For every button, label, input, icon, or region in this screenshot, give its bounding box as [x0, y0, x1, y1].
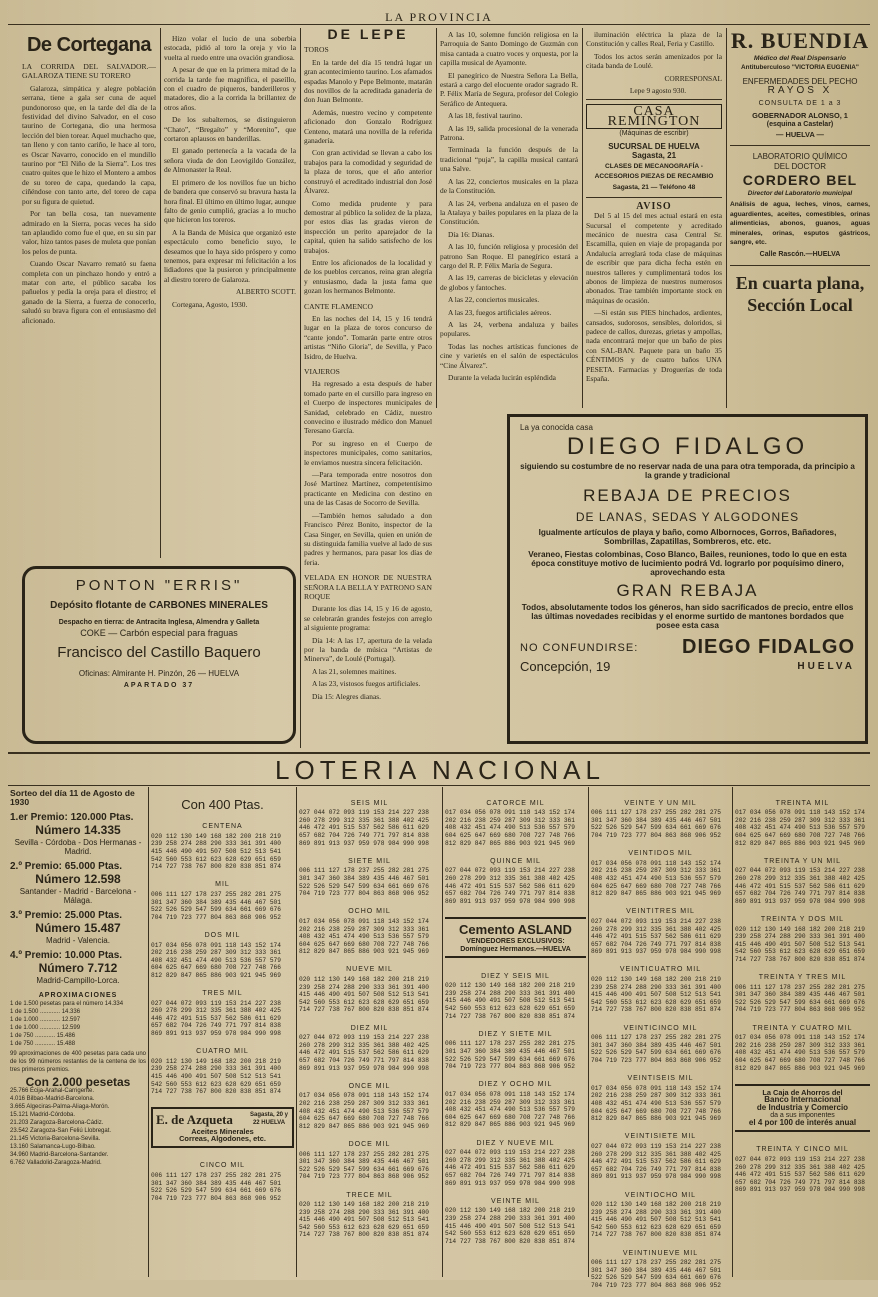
lepe-subhead-toros: TOROS: [304, 45, 329, 55]
lot-section-heading: VEINTE MIL: [491, 1197, 540, 1205]
buendia-line7: (esquina a Castelar): [766, 121, 834, 129]
lot-section-heading: TREINTA MIL: [775, 799, 830, 807]
buendia-line3: ENFERMEDADES DEL PECHO: [742, 76, 858, 86]
lepe-paragraph: A las 21, solemnes maitines.: [312, 666, 397, 676]
cuarta-plana-line2: Sección Local: [747, 294, 853, 315]
remington-classes: CLASES DE MECANOGRAFÍA - ACCESORIOS PIEZAS DE RECAMBIO: [594, 163, 714, 180]
caja-line4: da a sus imponentes: [770, 1111, 835, 1119]
erris-line3: COKE — Carbón especial para fraguas: [80, 628, 238, 638]
cortegana-paragraph: De los subalternos, se distinguieron “Chato”, “Bregaíto” y “Morenito”, que cortaron aplausos en banderillas.: [164, 115, 296, 144]
remington-branch: SUCURSAL DE HUELVA: [608, 141, 700, 151]
lottery-sorteo: Sorteo del día 11 de Agosto de 1930: [10, 788, 135, 807]
lottery-col-6: [735, 789, 870, 1277]
fidalgo-name-bottom: DIEGO FIDALGO: [682, 636, 855, 658]
azqueta-address: Sagasta, 20 y 22 HUELVA: [249, 1112, 289, 1126]
column-rule: [726, 28, 727, 408]
erris-apartado: APARTADO 37: [123, 682, 195, 689]
aprox-list: [10, 1000, 146, 1048]
lot-section-heading: DIEZ Y SEIS MIL: [481, 972, 550, 980]
lot-numbers: 020 112 130 149 168 182 200 218 219 239 258 274 288 290 333 361 391 400 415 446 490 491 507 508 512 513 541 542 560 553 612 623 628 629 651 659 714 727 738 767 800 820 838 851 874: [735, 925, 865, 963]
lot-numbers: 006 111 127 178 237 255 282 281 275 301 347 360 384 389 435 446 467 501 522 526 529 547 599 634 661 669 676 704 719 723 777 804 863 868 906 952: [151, 890, 281, 921]
lepe-program-item: Terminada la función después de la tradicional “puja”, la capilla musical cantará una Salve.: [440, 145, 578, 174]
erris-title: PONTON "ERRIS": [75, 577, 243, 594]
erris-name: Francisco del Castillo Baquero: [57, 644, 261, 661]
caja-line2: Banco Internacional: [764, 1095, 841, 1105]
lepe-program-item: El panegírico de Nuestra Señora La Bella, estará a cargo del elocuente orador sagrado R. P. Félix María de Segura, profesor del Colegio Seráfico de Antequera.: [440, 70, 578, 108]
loteria-title: LOTERIA NACIONAL: [275, 755, 605, 785]
asland-line2: Domínguez Hermanos.—HUELVA: [460, 945, 571, 953]
list-2000-item: 23.542 Zaragoza-San Feliú Llobregat.: [10, 1128, 112, 1134]
lepe-closing-paragraph: iluminación eléctrica la plaza de la Constitución y calles Real, Feria y Castillo.: [586, 30, 722, 49]
fidalgo-signature-row: [520, 636, 855, 659]
aprox-item: 1 de 1.500 pesetas para el número 14.334: [10, 1001, 124, 1007]
lepe-paragraph: Como medida prudente y para demostrar al público la solidez de la plaza, por estos días las gradas vieron de inspección un perito aparejador de la capital, quien ha salido satisfecho de los trabajos.: [304, 198, 432, 255]
column-rule: [296, 787, 297, 1277]
remington-address: Sagasta, 21: [631, 151, 677, 161]
lot-section-heading: TREINTA Y TRES MIL: [758, 974, 847, 982]
lepe-dateline: Lepe 9 agosto 930.: [629, 86, 687, 96]
prize-label: 4.º Premio: 10.000 Ptas.: [10, 950, 123, 961]
lot-numbers: 020 112 130 149 168 182 200 218 219 239 258 274 288 290 333 361 391 400 415 446 490 491 507 508 512 513 541 542 560 553 612 623 628 629 651 659 714 727 738 767 800 820 838 851 874: [151, 832, 281, 871]
list-2000: [10, 1087, 146, 1167]
fidalgo-no-confundirse: NO CONFUNDIRSE:: [520, 641, 639, 654]
caja-line3: de Industria y Comercio: [756, 1102, 849, 1112]
lot-numbers: 027 044 072 093 119 153 214 227 238 260 278 299 312 335 361 388 402 425 446 472 491 515 537 562 586 611 629 657 682 704 726 749 771 797 814 838 869 891 913 937 959 978 984 990 998: [591, 917, 721, 956]
lot-section-heading: VEINTIOCHO MIL: [624, 1191, 697, 1199]
lot-section-heading: DIEZ MIL: [350, 1024, 389, 1032]
lepe-program-item: A las 19, salida procesional de la venerada Patrona.: [440, 123, 578, 143]
cortegana-dateline: Cortegana, Agosto, 1930.: [172, 299, 248, 309]
lot-numbers: 027 044 072 093 119 153 214 227 238 260 278 299 312 335 361 388 402 425 446 472 491 515 537 562 586 611 629 657 682 704 726 749 771 797 814 838 869 891 913 937 959 978 984 990 998: [299, 1034, 429, 1072]
lot-section-heading: DIEZ Y NUEVE MIL: [476, 1139, 555, 1147]
prize-places: Madrid - Valencia.: [46, 936, 110, 945]
divider: [586, 197, 722, 198]
lottery-prizes: [10, 789, 146, 1277]
lepe-program-item: A las 23, fuegos artificiales aéreos.: [448, 307, 552, 317]
lot-numbers: 020 112 130 149 168 182 200 218 219 239 258 274 288 290 333 361 391 400 415 446 490 491 507 508 512 513 541 542 560 553 612 623 628 629 651 659 714 727 738 767 800 820 838 851 874: [445, 982, 575, 1020]
prize-number: Número 7.712: [38, 961, 118, 975]
prize-3: [10, 911, 146, 945]
fidalgo-lanas: DE LANAS, SEDAS Y ALGODONES: [575, 510, 800, 524]
lepe-paragraph: En la tarde del día 15 tendrá lugar un gran acontecimiento taurino. Los afamados espadas Manolo y Pepe Belmonte, matarán dos novillos de la acreditada ganadería de don Juan Belmonte.: [304, 57, 432, 105]
lepe-program-continued: [440, 30, 578, 406]
fidalgo-line3: Veraneo, Fiestas colombinas, Coso Blanco, Bailes, reuniones, todo lo que en esta época constituye motivo de lucimiento podrá Vd. lograrlo por poquísimo dinero, aprovechando esta: [528, 550, 847, 577]
lot-numbers: 017 034 056 078 091 118 143 152 174 202 216 238 259 287 309 312 333 361 408 432 451 474 490 513 536 557 579 604 625 647 669 680 708 727 748 766 812 829 847 865 886 903 921 945 969: [299, 1092, 429, 1130]
lot-numbers: 006 111 127 178 237 255 282 281 275 301 347 360 384 389 435 446 467 501 522 526 529 547 599 634 661 669 676 704 719 723 777 804 863 868 906 952: [591, 809, 721, 839]
lepe-paragraph: Por su ingreso en el Cuerpo de inspectores municipales, como sanitarios, le enviamos nuestra sincera felicitación.: [304, 438, 432, 467]
lepe-program-item: Todas las noches artísticas funciones de cine y varietés en el salón de espectáculos “Cine Álvarez”.: [440, 341, 578, 370]
aprox-item: 1 de 1.000 ............ 12.599: [10, 1025, 81, 1031]
lepe-subhead-viajeros: VIAJEROS: [304, 367, 340, 376]
prize-places: Madrid-Campillo-Lorca.: [36, 976, 120, 985]
lepe-corresponsal: CORRESPONSAL: [664, 73, 722, 83]
erris-line1: Depósito flotante de CARBONES MINERALES: [50, 600, 268, 611]
list-2000-item: 15.121 Madrid-Córdoba.: [10, 1112, 76, 1118]
list-2000-item: 13.160 Salamanca-Lugo-Bilbao.: [10, 1144, 96, 1150]
cortegana-article: [22, 34, 156, 554]
lot-numbers: 020 112 130 149 168 182 200 218 219 239 258 274 288 290 333 361 391 400 415 446 490 491 507 508 512 513 541 542 560 553 612 623 628 629 651 659 714 727 738 767 800 820 838 851 874: [299, 976, 429, 1014]
lot-numbers: 020 112 130 149 168 182 200 218 219 239 258 274 288 290 333 361 391 400 415 446 490 491 507 508 512 513 541 542 560 553 612 623 628 629 651 659 714 727 738 767 800 820 838 851 874: [299, 1201, 429, 1239]
list-2000-item: 3.665 Algeciras-Palma-Aliaga-Morón.: [10, 1104, 110, 1110]
lepe-paragraph: —Para temporada entre nosotros don José Martínez Martínez, competentísimo practicante en Medicina con destino en una de las Casas de Socorro de Sevilla.: [304, 470, 432, 508]
lepe-program-item: A las 10, solemne función religiosa en la Parroquia de Santo Domingo de Guzmán con misa cantada a cuatro voces y orquesta, por la capilla musical de Ayamonte.: [440, 30, 578, 68]
newspaper-header: LA PROVINCIA: [385, 10, 493, 24]
lot-section-heading: VEINTICINCO MIL: [623, 1024, 698, 1032]
azqueta-header: [156, 1112, 289, 1127]
buendia-line5: CONSULTA DE 1 a 3: [758, 99, 842, 107]
con-2000-heading: Con 2.000 pesetas: [25, 1075, 131, 1089]
aprox-item: 1 de 1.500 ............ 14.336: [10, 1009, 81, 1015]
lab-name: CORDERO BEL: [742, 172, 858, 189]
lottery-col-5: [591, 789, 730, 1290]
buendia-line6: GOBERNADOR ALONSO, 1: [752, 111, 848, 121]
buendia-line4: RAYOS X: [767, 85, 833, 97]
lepe-program-item: A las 18, festival taurino.: [448, 111, 523, 121]
aprox-note: 99 aproximaciones de 400 pesetas para cada uno de los 99 números restantes de la centena de los tres primeros premios.: [10, 1051, 146, 1073]
lab-address: Calle Rascón.—HUELVA: [759, 250, 841, 258]
lot-numbers: 017 034 056 078 091 118 143 152 174 202 216 238 259 287 309 312 333 361 408 432 451 474 490 513 536 557 579 604 625 647 669 680 708 727 748 766 812 829 847 865 886 903 921 945 969: [591, 1084, 721, 1123]
lepe-paragraph: Día 14: A las 17, apertura de la velada por la banda de música “Artistas de Minerva”, de Loulé (Portugal).: [304, 635, 432, 664]
lepe-program-item: Día 16: Dianas.: [448, 229, 495, 239]
azqueta-ad: [151, 1107, 294, 1147]
aviso-title: AVISO: [636, 200, 672, 212]
lot-numbers: 017 034 056 078 091 118 143 152 174 202 216 238 259 287 309 312 333 361 408 432 451 474 490 513 536 557 579 604 625 647 669 680 708 727 748 766 812 829 847 865 886 903 921 945 969: [591, 859, 721, 898]
cortegana-paragraph: Hizo volar el lucio de una soberbia estocada, pidió al toro la oreja y vio la vuelta al ruedo entre una ovación grandiosa.: [164, 34, 296, 62]
lot-section-heading: DOCE MIL: [348, 1140, 391, 1148]
lot-numbers: 006 111 127 178 237 255 282 281 275 301 347 360 384 389 435 446 467 501 522 526 529 547 599 634 661 669 676 704 719 723 777 804 863 868 906 952: [151, 1171, 281, 1202]
aprox-heading: APROXIMACIONES: [38, 992, 118, 999]
list-2000-item: 25.766 Écija-Arahal-Carrigente.: [10, 1088, 95, 1094]
fidalgo-rebaja: REBAJA DE PRECIOS: [583, 486, 792, 505]
lot-section-heading: TREINTA Y CUATRO MIL: [752, 1024, 853, 1032]
lepe-subhead-cante: CANTE FLAMENCO: [304, 301, 373, 311]
lot-numbers: 017 034 056 078 091 118 143 152 174 202 216 238 259 287 309 312 333 361 408 432 451 474 490 513 536 557 579 604 625 647 669 680 708 727 748 766 812 829 847 865 886 903 921 945 969: [445, 1091, 575, 1129]
lepe-program-item: A las 24, verbena andaluza en el paseo de la Atalaya y bailes populares en la plaza de la Constitución.: [440, 198, 578, 227]
lepe-article: [304, 26, 432, 748]
asland-title: Cemento ASLAND: [459, 921, 572, 937]
fidalgo-name: DIEGO FIDALGO: [566, 433, 809, 460]
fidalgo-intro: La ya conocida casa: [520, 423, 593, 432]
lot-section-heading: CUATRO MIL: [196, 1048, 249, 1056]
lepe-paragraph: Entre los aficionados de la localidad y de los pueblos cercanos, reina gran alegría y entusiasmo, dada la justa fama que gozan los hermanos Belmonte.: [304, 257, 432, 296]
caja-line5: el 4 por 100 de interés anual: [748, 1118, 857, 1128]
fidalgo-ad: [507, 414, 868, 744]
lot-numbers: 027 044 072 093 119 153 214 227 238 260 278 299 312 335 361 388 402 425 446 472 491 515 537 562 586 611 629 657 682 704 726 749 771 797 814 838 869 891 913 937 959 978 984 990 998: [735, 867, 865, 905]
cortegana-title: De Cortegana: [26, 34, 152, 56]
aprox-item: 1 de 750 ............ 15.488: [10, 1041, 76, 1047]
lot-section-heading: CINCO MIL: [199, 1162, 246, 1170]
aviso-paragraph: Del 5 al 15 del mes actual estará en esta Sucursal el competente y acreditado mecánico de nuestra casa Central Sr. Escamilla, quien en viaje de propaganda por Andalucía arreglará toda clase de máquinas de escribir que para dicha fecha estén en nuestros talleres y cumplimentará todos los abonos de limpieza de nuestros numerosos abonados. Trae también importante stock en máquinas de ocasión.: [586, 211, 722, 305]
lepe-program-item: A las 24, verbena andaluza y bailes populares.: [440, 319, 578, 339]
con-400-heading: Con 400 Ptas.: [181, 796, 264, 812]
asland-line1: VENDEDORES EXCLUSIVOS:: [466, 937, 565, 945]
column-rule: [148, 787, 149, 1277]
lot-numbers: 020 112 130 149 168 182 200 218 219 239 258 274 288 290 333 361 391 400 415 446 490 491 507 508 512 513 541 542 560 553 612 623 628 629 651 659 714 727 738 767 800 820 838 851 874: [445, 1207, 575, 1245]
lepe-paragraph: Durante los días 14, 15 y 16 de agosto, se celebrarán grandes festejos con arreglo al siguiente programa:: [304, 604, 432, 633]
remington-title: CASA REMINGTON: [586, 104, 722, 129]
remington-subtitle: (Máquinas de escribir): [619, 130, 689, 138]
lot-section-heading: SEIS MIL: [350, 799, 389, 807]
list-2000-item: 34.960 Madrid-Barcelona-Santander.: [10, 1152, 109, 1158]
prize-places: Santander - Madrid - Barcelona - Málaga.: [19, 887, 137, 905]
lepe-subhead-velada: VELADA EN HONOR DE NUESTRA SEÑORA LA BELLA Y PATRONO SAN ROQUE: [304, 573, 432, 601]
lot-numbers: 006 111 127 178 237 255 282 281 275 301 347 360 384 389 435 446 467 501 522 526 529 547 599 634 661 669 676 704 719 723 777 804 863 868 906 952: [591, 1259, 721, 1290]
lab-line1: LABORATORIO QUÍMICO: [752, 152, 848, 162]
lot-numbers: 020 112 130 149 168 182 200 218 219 239 258 274 288 290 333 361 391 400 415 446 490 491 507 508 512 513 541 542 560 553 612 623 628 629 651 659 714 727 738 767 800 820 838 851 874: [151, 1057, 281, 1096]
list-2000-item: 21.145 Victoria-Barcelona-Sevilla.: [10, 1136, 101, 1142]
erris-address: Oficinas: Almirante H. Pinzón, 26 — HUELVA: [78, 669, 240, 678]
lot-numbers: 006 111 127 178 237 255 282 281 275 301 347 360 384 389 435 446 467 501 522 526 529 547 599 634 661 669 676 704 719 723 777 804 863 868 906 952: [299, 1150, 429, 1181]
aprox-item: 1 de 750 ............ 15.486: [10, 1033, 76, 1039]
erris-line2: Despacho en tierra: de Antracita Inglesa, Almendra y Galleta: [58, 619, 260, 626]
cortegana-paragraph: El primero de los novillos fue un bicho de bandera que conservó su bravura hasta la hora final. El último en último lugar, aunque falto de genio cumplió, gracias a lo mucho que hicieron los toreros.: [164, 177, 296, 225]
lot-numbers: 006 111 127 178 237 255 282 281 275 301 347 360 384 389 435 446 467 501 522 526 529 547 599 634 661 669 676 704 719 723 777 804 863 868 906 952: [445, 1040, 575, 1071]
azqueta-name: E. de Azqueta: [156, 1112, 233, 1128]
azqueta-line1: Aceites Minerales: [191, 1126, 254, 1136]
lot-numbers: 006 111 127 178 237 255 282 281 275 301 347 360 384 389 435 446 467 501 522 526 529 547 599 634 661 669 676 704 719 723 777 804 863 868 906 952: [591, 1034, 721, 1064]
lab-line3: Director del Laboratorio municipal: [747, 190, 853, 198]
divider: [730, 145, 870, 146]
erris-ad: [22, 566, 296, 744]
loteria-rule: [8, 785, 870, 786]
asland-ad: [445, 917, 586, 958]
lot-numbers: 027 044 072 093 119 153 214 227 238 260 278 299 312 335 361 388 402 425 446 472 491 515 537 562 586 611 629 657 682 704 726 749 771 797 814 838 869 891 913 937 959 978 984 990 998: [445, 1149, 575, 1187]
lot-section-heading: TREINTA Y DOS MIL: [760, 915, 845, 923]
lot-section-heading: MIL: [215, 881, 230, 889]
prize-4: [10, 951, 146, 985]
column-six: [730, 28, 870, 408]
lottery-col-2: [151, 789, 294, 1277]
lottery-col-4: [445, 789, 586, 1277]
lottery-col-3: [299, 789, 440, 1277]
column-rule: [436, 28, 437, 408]
lot-numbers: 027 044 072 093 119 153 214 227 238 260 278 299 312 335 361 388 402 425 446 472 491 515 537 562 586 611 629 657 682 704 726 749 771 797 814 838 869 891 913 937 959 978 984 990 998: [445, 867, 575, 905]
cortegana-signature: ALBERTO SCOTT.: [235, 287, 296, 297]
prize-number: Número 15.487: [35, 921, 121, 935]
lot-section-heading: VEINTIDOS MIL: [628, 850, 693, 858]
column-rule: [160, 28, 161, 558]
lot-numbers: 027 044 072 093 119 153 214 227 238 260 278 299 312 335 361 388 402 425 446 472 491 515 537 562 586 611 629 657 682 704 726 749 771 797 814 838 869 891 913 937 959 978 984 990 998: [151, 999, 281, 1038]
fidalgo-line2: Igualmente artículos de playa y baño, como Albornoces, Gorros, Bañadores, Sombrillas, Zapatillas, Sombreros, etc. etc.: [538, 528, 837, 546]
lepe-program-item: A las 22, conciertos musicales en la plaza de la Constitución.: [440, 176, 578, 196]
lot-section-heading: VEINTISEIS MIL: [627, 1075, 694, 1083]
prize-number: Número 14.335: [35, 823, 121, 837]
cuarta-plana-line1: En cuarta plana,: [735, 272, 865, 293]
lot-section-heading: CATORCE MIL: [486, 799, 545, 807]
prize-places: Sevilla - Córdoba - Dos Hermanas - Madrid.: [14, 838, 142, 856]
divider: [586, 99, 722, 100]
lepe-paragraph: Con gran actividad se llevan a cabo los trabajos para la comodidad y seguridad de la plaza de toros, que el año anterior construyó el acreditado industrial don José Álvarez.: [304, 148, 432, 196]
fidalgo-line1: siguiendo su costumbre de no reservar nada de una para otra temporada, da principio a la grande y tradicional: [520, 462, 855, 480]
buendia-line1: Médico del Real Dispensario: [753, 55, 847, 62]
list-2000-item: 21.203 Zaragoza-Barcelona-Cádiz.: [10, 1120, 104, 1126]
lot-numbers: 017 034 056 078 091 118 143 152 174 202 216 238 259 287 309 312 333 361 408 432 451 474 490 513 536 557 579 604 625 647 669 680 708 727 748 766 812 829 847 865 886 903 921 945 969: [735, 1034, 865, 1072]
cortegana-paragraph: Cuando Oscar Navarro remató su faena completa con un pinchazo hondo y entró a matar con arte, el público sacaba los pañuelos y pedía la oreja para el diestro; el ganado de la Sierra, a fuerza de conocerlo, saludó su brava figura con el entusiasmo del aficionado.: [22, 259, 156, 325]
buendia-name: R. BUENDIA: [730, 28, 870, 53]
lepe-paragraph: En las noches del 14, 15 y 16 tendrá lugar en la plaza de toros concurso de “cante jondo”. Tomarán parte entre otros artistas “Niño Gloria”, de Sevilla, y Paco Isidro, de Huelva.: [304, 313, 432, 361]
caja-line1: La Caja de Ahorros del: [762, 1087, 843, 1097]
lot-section-heading: DOS MIL: [204, 931, 241, 939]
fidalgo-city: HUELVA: [797, 661, 855, 672]
column-rule: [732, 787, 733, 1277]
column-rule: [588, 787, 589, 1277]
caja-ahorros-ad: [735, 1084, 870, 1132]
lepe-title: DE LEPE: [327, 26, 409, 42]
lepe-paragraph: Día 15: Alegres dianas.: [312, 691, 381, 701]
buendia-line2: Antituberculoso "VICTORIA EUGENIA": [741, 64, 859, 72]
remington-footer: Sagasta, 21 — Teléfono 48: [612, 184, 696, 192]
cortegana-paragraph: A la Banda de Música que organizó este espectáculo como beneficio suyo, le deseamos que lo haya sido próspero y como tenemos, para expresar mi felicitación a los lidiadores que la pusieron y principalmente al diestro torero de Galaroza.: [164, 227, 296, 284]
buendia-line8: — HUELVA —: [776, 129, 824, 139]
lepe-program-item: A las 22, conciertos musicales.: [448, 295, 540, 305]
cortegana-paragraph: A pesar de que en la primera mitad de la corrida la tarde fue magnífica, el paseíllo, con el cuadro de piqueros, banderilleros y matadores, dio a la corrida la brillantez de otros años.: [164, 65, 296, 112]
aprox-item: 1 de 1.000 ............ 12.597: [10, 1017, 81, 1023]
prize-label: 1.er Premio: 120.000 Ptas.: [10, 812, 134, 823]
remington-ad: [586, 104, 722, 192]
azqueta-line2: Correas, Algodones, etc.: [179, 1134, 266, 1144]
lot-section-heading: TREINTA Y CINCO MIL: [756, 1146, 849, 1154]
lepe-paragraph: A las 23, vistosos fuegos artificiales.: [312, 679, 421, 689]
column-rule: [442, 787, 443, 1277]
lepe-closing-paragraph: Todos los actos serán amenizados por la citada banda de Loulé.: [586, 51, 722, 71]
lot-section-heading: QUINCE MIL: [490, 857, 541, 865]
column-rule: [300, 28, 301, 748]
lot-section-heading: TRECE MIL: [346, 1191, 393, 1199]
lot-numbers: 006 111 127 178 237 255 282 281 275 301 347 360 384 389 435 446 467 501 522 526 529 547 599 634 661 669 676 704 719 723 777 804 863 868 906 952: [735, 983, 865, 1014]
lot-section-heading: VEINTISIETE MIL: [624, 1133, 697, 1141]
lepe-program-item: A las 10, función religiosa y procesión del patrono San Roque. El panegírico estará a cargo del R. P. Félix María de Segura.: [440, 242, 578, 270]
lot-section-heading: VEINTINUEVE MIL: [622, 1249, 699, 1257]
column-five: [586, 30, 722, 406]
lot-numbers: 027 044 072 093 119 153 214 227 238 260 278 299 312 335 361 388 402 425 446 472 491 515 537 562 586 611 629 657 682 704 726 749 771 797 814 838 869 891 913 937 959 978 984 990 998: [735, 1155, 865, 1194]
lot-numbers: 017 034 056 078 091 118 143 152 174 202 216 238 259 287 309 312 333 361 408 432 451 474 490 513 536 557 579 604 625 647 669 680 708 727 748 766 812 829 847 865 886 903 921 945 969: [735, 809, 865, 847]
lab-description: Análisis de agua, leches, vinos, carnes, aguardientes, aceites, comestibles, orinas alimenticias, abonos, guanos, aguas minerales, orinas, esputos gástricos, sangre, etc.: [730, 201, 870, 247]
cortegana-article-continued: [164, 34, 296, 554]
lot-section-heading: TREINTA Y UN MIL: [763, 857, 842, 865]
cortegana-subhead: LA CORRIDA DEL SALVADOR.— GALAROZA TIENE SU TORERO: [22, 62, 156, 81]
lot-section-heading: TRES MIL: [202, 990, 243, 998]
lot-section-heading: ONCE MIL: [348, 1082, 391, 1090]
lot-section-heading: NUEVE MIL: [346, 966, 393, 974]
prize-1: [10, 813, 146, 856]
lepe-paragraph: Además, nuestro vecino y competente aficionado don Gonzalo Rodríguez Centeno, matará una novilla de la referida ganadería.: [304, 107, 432, 146]
cortegana-paragraph: Galaroza, simpática y alegre población serrana, tiene a gala ser cuna de aquel pundonoroso que, en la tarde del día de la festividad del divino Salvador, en el coso taurino de Cortegana, dio una hermosa lección del bien torear. Aquel muchacho que, tan lleno y con tanto cariño, le hace al toro, es Oscar Navarro, conocido en el mundillo taurino por “El Niño de la Sierra”. Los tres cuatro quites que le hizo el Montero a ambos de su toreo de capa, quedando la capa, ciñéndose con tanto arte, del toreo de capa por su figura de quietud.: [22, 83, 156, 206]
column-rule: [582, 28, 583, 408]
lot-numbers: 006 111 127 178 237 255 282 281 275 301 347 360 384 389 435 446 467 501 522 526 529 547 599 634 661 669 676 704 719 723 777 804 863 868 906 952: [299, 867, 429, 898]
lot-section-heading: VEINTITRES MIL: [626, 908, 695, 916]
divider: [730, 265, 870, 266]
lot-section-heading: CENTENA: [202, 823, 243, 831]
lepe-program-item: Durante la velada lucirán espléndida: [448, 373, 556, 382]
prize-2: [10, 862, 146, 905]
lepe-paragraph: Ha regresado a esta después de haber tomado parte en el cursillo para ingreso en el Cuerpo de inspectores municipales de Sanidad, celebrado en Cádiz, nuestro convecino e ilustrado médico don Manuel Teresano García.: [304, 379, 432, 436]
prize-label: 3.º Premio: 25.000 Ptas.: [10, 910, 123, 921]
prize-number: Número 12.598: [35, 872, 121, 886]
lot-section-heading: DIEZ Y SIETE MIL: [478, 1030, 553, 1038]
list-2000-item: 6.762 Valladolid-Zaragoza-Madrid.: [10, 1160, 102, 1166]
cortegana-paragraph: El ganado pertenecía a la vacada de la señora viuda de don Leovigildo González, de Almonaster la Real.: [164, 146, 296, 175]
header-rule: [8, 24, 870, 25]
lot-section-heading: OCHO MIL: [348, 908, 391, 916]
lab-line2: DEL DOCTOR: [773, 161, 826, 171]
lot-section-heading: SIETE MIL: [348, 857, 391, 865]
lot-numbers: 027 044 072 093 119 153 214 227 238 260 278 299 312 335 361 388 402 425 446 472 491 515 537 562 586 611 629 657 682 704 726 749 771 797 814 838 869 891 913 937 959 978 984 990 998: [299, 809, 429, 847]
lot-numbers: 027 044 072 093 119 153 214 227 238 260 278 299 312 335 361 388 402 425 446 472 491 515 537 562 586 611 629 657 682 704 726 749 771 797 814 838 869 891 913 937 959 978 984 990 998: [591, 1142, 721, 1181]
lot-numbers: 017 034 056 078 091 118 143 152 174 202 216 238 259 287 309 312 333 361 408 432 451 474 490 513 536 557 579 604 625 647 669 680 708 727 748 766 812 829 847 865 886 903 921 945 969: [445, 809, 575, 847]
fidalgo-line4: Todos, absolutamente todos los géneros, han sido sacrificados de precio, entre ellos las últimas novedades recibidas y el enorme surtido de mantones bordados que posee esta casa: [521, 603, 854, 630]
lot-numbers: 020 112 130 149 168 182 200 218 219 239 258 274 288 290 333 361 391 400 415 446 490 491 507 508 512 513 541 542 560 553 612 623 628 629 651 659 714 727 738 767 800 820 838 851 874: [591, 976, 721, 1014]
loteria-top-rule: [8, 752, 870, 754]
lot-numbers: 020 112 130 149 168 182 200 218 219 239 258 274 288 290 333 361 391 400 415 446 490 491 507 508 512 513 541 542 560 553 612 623 628 629 651 659 714 727 738 767 800 820 838 851 874: [591, 1201, 721, 1239]
list-2000-item: 4.016 Bilbao-Madrid-Barcelona.: [10, 1096, 95, 1102]
lepe-program-item: A las 19, carreras de bicicletas y elevación de globos y fantoches.: [440, 273, 578, 292]
fidalgo-address-row: [520, 659, 855, 674]
fidalgo-gran-rebaja: GRAN REBAJA: [616, 581, 759, 600]
prize-label: 2.º Premio: 65.000 Ptas.: [10, 861, 123, 872]
salban-ad: —Si están sus PIES hinchados, ardientes, cansados, sudorosos, sensibles, doloridos, si padece de callos, durezas, grietas y ampollas, nada encontrará mejor que un baño de pies con SAL-BAN. Paquete para un baño 35 CÉNTIMOS y de cuatro baños UNA PESETA. Farmacias y Droguerías de toda España.: [586, 308, 722, 383]
lot-section-heading: VEINTICUATRO MIL: [619, 966, 702, 974]
lepe-paragraph: —También hemos saludado a don Francisco Pérez Bonito, inspector de la Casa Singer, en Sevilla, quien en unión de su distinguida familia vuelve al lado de sus padres y hermanos, para pasar los días de feria.: [304, 510, 432, 567]
cortegana-paragraph: Por tan bella cosa, tan nuevamente admirado en la Sierra, pocas veces ha sido tan aplaudido como fue el que, en su sin par valor, hizo tantos pases de muleta que ponían los pelos de punta.: [22, 209, 156, 256]
fidalgo-address: Concepción, 19: [520, 659, 611, 674]
lot-numbers: 017 034 056 078 091 118 143 152 174 202 216 238 259 287 309 312 333 361 408 432 451 474 490 513 536 557 579 604 625 647 669 680 708 727 748 766 812 829 847 865 886 903 921 945 969: [151, 941, 281, 979]
lot-section-heading: VEINTE Y UN MIL: [624, 799, 697, 807]
lot-section-heading: DIEZ Y OCHO MIL: [478, 1081, 553, 1089]
lot-numbers: 017 034 056 078 091 118 143 152 174 202 216 238 259 287 309 312 333 361 408 432 451 474 490 513 536 557 579 604 625 647 669 680 708 727 748 766 812 829 847 865 886 903 921 945 969: [299, 917, 429, 956]
